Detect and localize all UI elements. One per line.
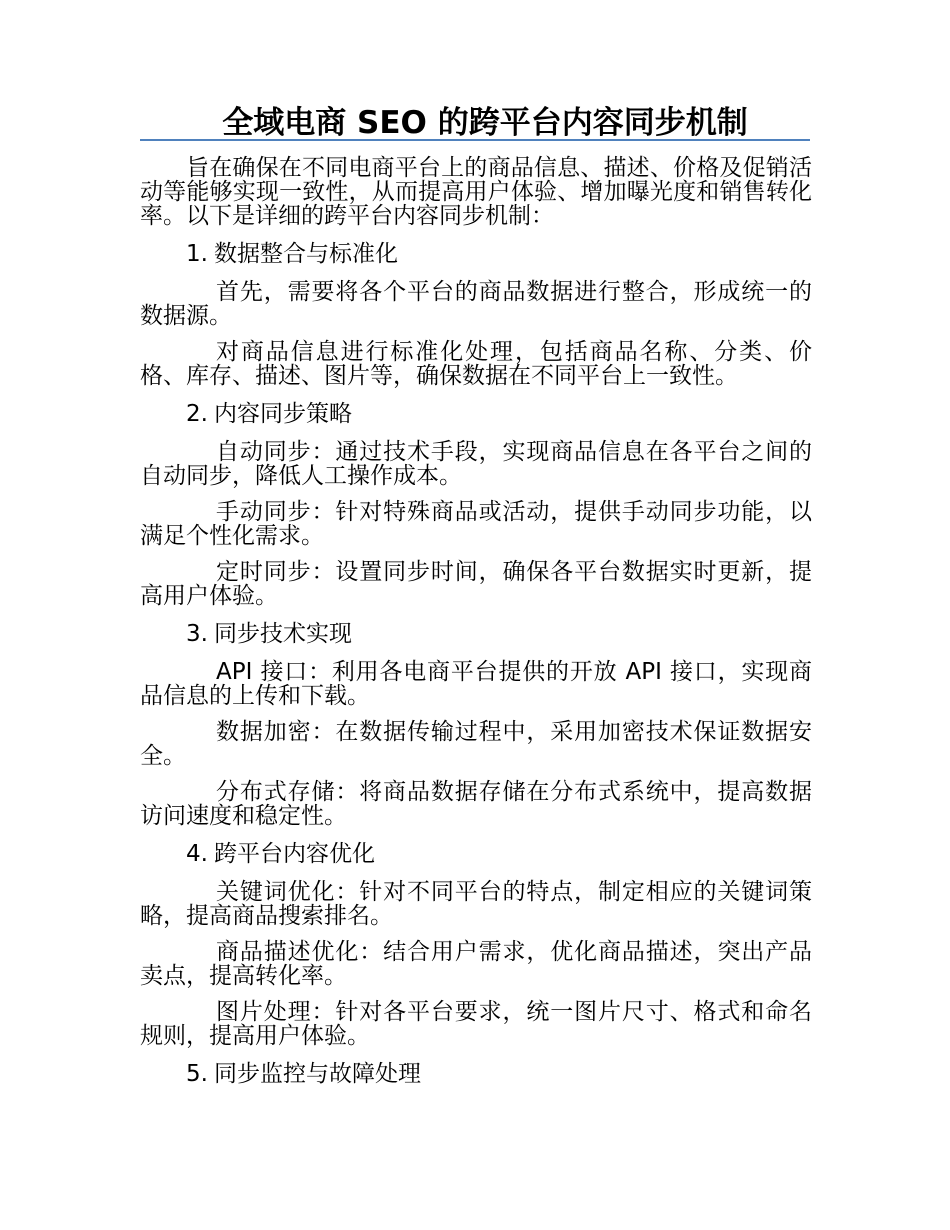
document-body <box>140 156 812 1100</box>
section-5 <box>140 1060 812 1088</box>
section-number: 5. <box>186 1061 208 1087</box>
section-paragraph: 数据加密：在数据传输过程中，采用加密技术保证数据安全。 <box>140 719 812 769</box>
section-title: 跨平台内容优化 <box>213 841 375 867</box>
section-heading <box>140 240 812 268</box>
section-4 <box>140 840 812 1048</box>
section-title: 同步监控与故障处理 <box>213 1061 421 1087</box>
section-paragraph: 定时同步：设置同步时间，确保各平台数据实时更新，提高用户体验。 <box>140 559 812 609</box>
section-1 <box>140 240 812 388</box>
document-title: 全域电商 SEO 的跨平台内容同步机制 <box>222 105 748 141</box>
section-2 <box>140 400 812 608</box>
section-paragraph: API 接口：利用各电商平台提供的开放 API 接口，实现商品信息的上传和下载。 <box>140 659 812 709</box>
section-paragraph: 自动同步：通过技术手段，实现商品信息在各平台之间的自动同步，降低人工操作成本。 <box>140 439 812 489</box>
section-paragraph: 商品描述优化：结合用户需求，优化商品描述，突出产品卖点，提高转化率。 <box>140 939 812 989</box>
section-heading <box>140 1060 812 1088</box>
section-heading <box>140 400 812 428</box>
section-heading <box>140 840 812 868</box>
section-3 <box>140 620 812 828</box>
section-title: 同步技术实现 <box>213 621 352 647</box>
section-number: 2. <box>186 401 208 427</box>
section-paragraph: 手动同步：针对特殊商品或活动，提供手动同步功能，以满足个性化需求。 <box>140 499 812 549</box>
section-title: 内容同步策略 <box>213 401 352 427</box>
section-number: 1. <box>186 241 208 267</box>
intro-paragraph: 旨在确保在不同电商平台上的商品信息、描述、价格及促销活动等能够实现一致性，从而提高用户体验、增加曝光度和销售转化率。以下是详细的跨平台内容同步机制： <box>140 155 812 229</box>
section-number: 3. <box>186 621 208 647</box>
section-title: 数据整合与标准化 <box>213 241 398 267</box>
section-paragraph: 分布式存储：将商品数据存储在分布式系统中，提高数据访问速度和稳定性。 <box>140 779 812 829</box>
section-paragraph: 关键词优化：针对不同平台的特点，制定相应的关键词策略，提高商品搜索排名。 <box>140 879 812 929</box>
section-paragraph: 首先，需要将各个平台的商品数据进行整合，形成统一的数据源。 <box>140 279 812 329</box>
section-number: 4. <box>186 841 208 867</box>
section-heading <box>140 620 812 648</box>
section-paragraph: 图片处理：针对各平台要求，统一图片尺寸、格式和命名规则，提高用户体验。 <box>140 999 812 1049</box>
section-paragraph: 对商品信息进行标准化处理，包括商品名称、分类、价格、库存、描述、图片等，确保数据在不同平台上一致性。 <box>140 339 812 389</box>
title-underline <box>140 139 810 141</box>
